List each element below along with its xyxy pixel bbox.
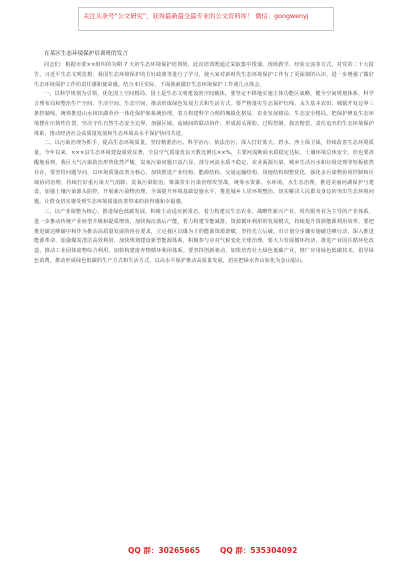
qq-group-left: QQ 群：30265665 <box>128 546 201 555</box>
banner-text: 关注头条号“公文研究”，获得最新最全最专业的公文资料库！ 微信：gongwenyj <box>83 13 309 20</box>
paragraph: 一、以科学规划为引领，优化国土空间格局。国土是生态文明建设的空间载体，要坚定不移地实施主体功能区战略，健全空间规划体系，科学合理布局和整治生产空间、生活空间、生态空间，推动形成绿色发展方式和生活方式。要严格落实生态保护红线、永久基本农田、城镇开发边界三条控制线，统筹推进山水林田湖草沙一体化保护和系统治理，着力构建科学合理的城镇化格局、农业发展格局、生态安全格局，把保护修复生态环境摆在压倒性位置，坚决守住自然生态安全边界，加强区域、流域间的联动协作，形成源头预防、过程控制、损害赔偿、责任追究的生态环境保护体系，推动经济社会高质量发展和生态环境高水平保护协同共进。 <box>34 91 374 137</box>
qq-group-right: QQ 群：535304092 <box>220 546 298 555</box>
document-body <box>34 50 374 267</box>
paragraph: 三、以产业调整为核心，推进绿色低碳发展。积极主动适应新常态，着力构建以生态农业、战略性新兴产业、现代服务业为主导的产业体系，进一步推动传统产业转型升级和提质增效，加快淘汰落后产能，着力构建节能减排、资源循环利用的发展模式，持续提升资源能源利用效率。要把推进碳达峰碳中和作为推动高质量发展的内在要求，立足我区以煤为主的能源资源禀赋，坚持先立后破，有计划分步骤实施碳达峰行动，深入推进能源革命，加强煤炭清洁高效利用，加快规划建设新型能源体系，积极参与应对气候变化全球治理。要大力发展循环经济，推进产业园区循环化改造，推动工业固体废物综合利用，加快构建废弃物循环利用体系。要坚持创新驱动，加快培育壮大绿色低碳产业，推广应用绿色低碳技术，倡导绿色消费，推动形成绿色低碳的生产方式和生活方式，以高水平保护推动高质量发展，切实把绿水青山转化为金山银山。 <box>34 208 374 264</box>
paragraph: 同志们：根据市委××组织的为期 7 天的生态环境保护培训班，此次培训既通过采取集中授课、现场教学、经验交流等方式，对党的二十大报告、习近平生态文明思想、我国生态环境保护的方针政策等进行了学习，使大家对新时代生态环境保护工作有了更深刻的认识，进一步增强了做好生态环境保护工作的责任感和使命感。结合本区实际，下面我就做好生态环境保护工作谈几点体会。 <box>34 62 374 88</box>
document-title: 在某区生态环境保护培训班的发言 <box>44 51 128 57</box>
paragraph: 二、以污染治理为抓手，提高生态环境质量。坚持精准治污、科学治污、依法治污，深入打好蓝天、碧水、净土保卫战，持续改善生态环境质量。今年以来，×××县生态环境建设成效显著，全县空气质量优良天数比例达××%，主要河流断面水质稳定达标，土壤环境总体安全。但也要清醒地看到，我区大气污染防治形势依然严峻，臭氧污染问题日益凸显，部分河流水质不稳定，农业面源污染、城乡生活污水和垃圾处理等短板依然存在。要坚持问题导向，以环境质量改善为核心，加快推进产业结构、能源结构、交通运输结构、用地结构调整优化，强化多污染物协同控制和区域协同治理，持续打好重污染天气消除、臭氧污染防治、柴油货车污染治理攻坚战，统筹水资源、水环境、水生态治理，推进美丽河湖保护与建设，加强土壤污染源头防控，开展新污染物治理，全面提升环境基础设施水平，推进城乡人居环境整治，切实解决人民群众身边的突出生态环境问题，让群众切实感受到生态环境质量改善带来的获得感和幸福感。 <box>34 140 374 206</box>
footer <box>0 545 408 557</box>
header-banner <box>78 7 334 31</box>
